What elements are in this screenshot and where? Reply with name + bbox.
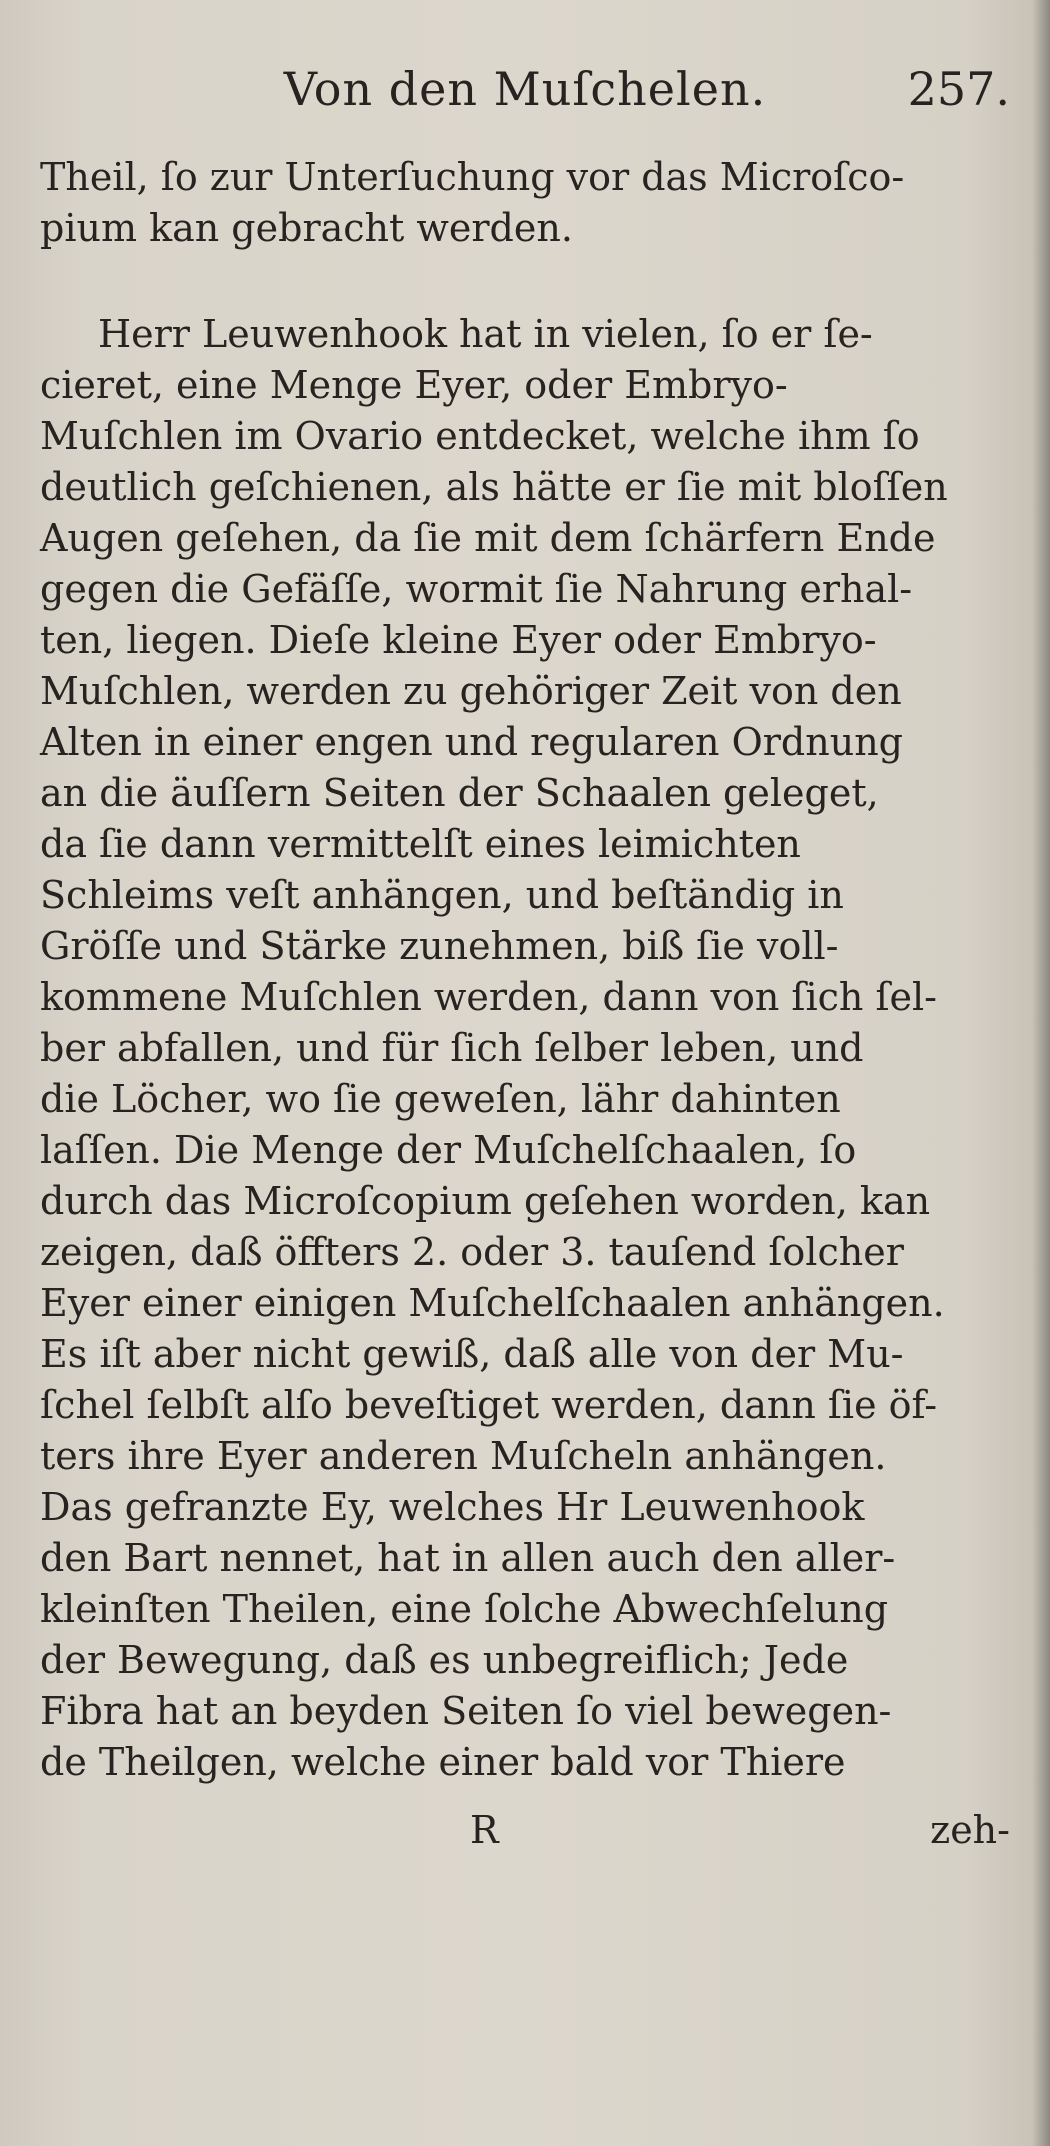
running-head: Von den Muſchelen.: [283, 62, 767, 116]
text-line: Herr Leuwenhook hat in vielen, ſo er ſe-: [98, 312, 873, 356]
text-line: der Bewegung, daß es unbegreiflich; Jede: [40, 1638, 849, 1682]
text-line: kommene Muſchlen werden, dann von ſich ſel-: [40, 975, 938, 1019]
text-line: kleinſten Theilen, eine ſolche Abwechſelung: [40, 1587, 889, 1631]
text-line: Augen geſehen, da ſie mit dem ſchärfern Ende: [40, 516, 936, 560]
page-edge-shadow: [1032, 0, 1050, 2146]
text-line: da ſie dann vermittelſt eines leimichten: [40, 822, 801, 866]
text-line: gegen die Gefäſſe, wormit ſie Nahrung erhal-: [40, 567, 913, 611]
paragraph-break: [40, 254, 1010, 309]
text-line: Das gefranzte Ey, welches Hr Leuwenhook: [40, 1485, 865, 1529]
text-line: Gröſſe und Stärke zunehmen, biß ſie voll-: [40, 924, 839, 968]
text-line: Theil, ſo zur Unterſuchung vor das Microſco-: [40, 155, 905, 199]
text-line: Eyer einer einigen Muſchelſchaalen anhängen.: [40, 1281, 945, 1325]
text-line: den Bart nennet, hat in allen auch den aller-: [40, 1536, 896, 1580]
text-line: Es iſt aber nicht gewiß, daß alle von der Mu-: [40, 1332, 904, 1376]
body-text: [40, 152, 1010, 1788]
text-line: laſſen. Die Menge der Muſchelſchaalen, ſo: [40, 1128, 857, 1172]
text-line: ber abfallen, und für ſich ſelber leben, und: [40, 1026, 864, 1070]
text-line: Muſchlen, werden zu gehöriger Zeit von den: [40, 669, 902, 713]
text-line: deutlich geſchienen, als hätte er ſie mit bloſſen: [40, 465, 948, 509]
signature-mark: R: [470, 1808, 499, 1852]
page-footer: [40, 1808, 1010, 1859]
text-line: durch das Microſcopium geſehen worden, kan: [40, 1179, 931, 1223]
text-line: Muſchlen im Ovario entdecket, welche ihm ſo: [40, 414, 920, 458]
text-line: ſchel ſelbſt alſo beveſtiget werden, dann ſie öf-: [40, 1383, 938, 1427]
text-line: an die äuſſern Seiten der Schaalen geleget,: [40, 771, 879, 815]
text-line: Fibra hat an beyden Seiten ſo viel bewegen-: [40, 1689, 892, 1733]
text-line: ten, liegen. Dieſe kleine Eyer oder Embryo-: [40, 618, 877, 662]
text-line: Alten in einer engen und regularen Ordnung: [40, 720, 903, 764]
text-line: pium kan gebracht werden.: [40, 206, 573, 250]
text-line: die Löcher, wo ſie geweſen, lähr dahinten: [40, 1077, 841, 1121]
text-line: ters ihre Eyer anderen Muſcheln anhängen.: [40, 1434, 887, 1478]
text-line: cieret, eine Menge Eyer, oder Embryo-: [40, 363, 788, 407]
text-line: de Theilgen, welche einer bald vor Thiere: [40, 1740, 846, 1784]
page-number: 257.: [907, 62, 1010, 116]
page-header: [0, 62, 1050, 132]
catchword: zeh-: [930, 1808, 1010, 1852]
text-line: zeigen, daß öffters 2. oder 3. tauſend ſolcher: [40, 1230, 904, 1274]
text-line: Schleims veſt anhängen, und beſtändig in: [40, 873, 844, 917]
